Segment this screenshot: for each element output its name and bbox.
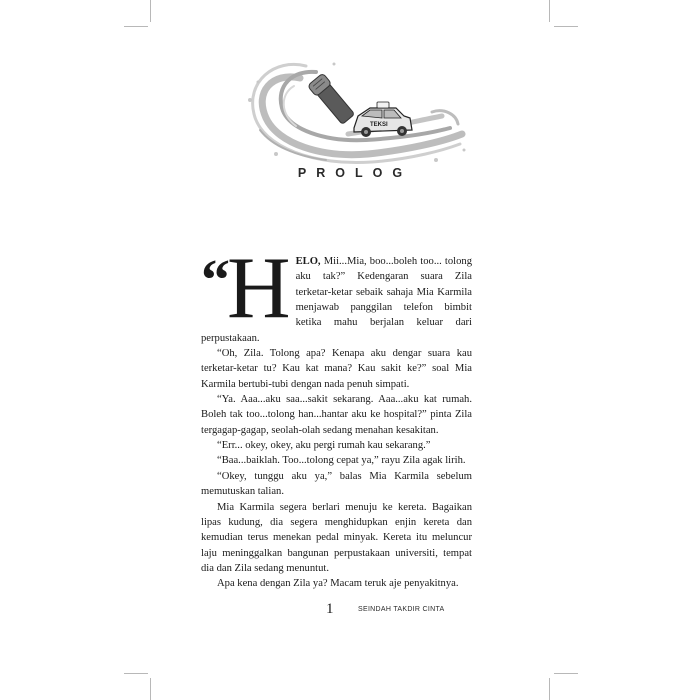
crop-mark-bottom-right bbox=[549, 678, 550, 700]
paragraph: “Oh, Zila. Tolong apa? Kenapa aku dengar suara kau terketar-ketar tu? Kau kat mana? Kau sakit ke?” soal Mia Karmila bertubi-tubi dengan nada penuh simpati. bbox=[201, 348, 472, 390]
microphone-icon bbox=[307, 73, 356, 126]
paragraph: “Baa...baiklah. Too...tolong cepat ya,” rayu Zila agak lirih. bbox=[217, 455, 466, 467]
drop-quote-mark: “ bbox=[201, 247, 227, 312]
opening-text: Mii...Mia, boo...boleh too... tolong aku tak?” Kedengaran suara Zila terketar-ketar sebaik sahaja Mia Karmila menjawab panggilan telefon bimbit ketika mahu berjalan keluar dari perpustakaan. bbox=[201, 256, 472, 344]
crop-mark-left-top bbox=[124, 26, 148, 27]
paragraph-opening bbox=[201, 240, 472, 346]
crop-mark-right-top bbox=[554, 26, 578, 27]
crop-mark-left-bottom bbox=[124, 673, 148, 674]
running-title: SEINDAH TAKDIR CINTA bbox=[358, 606, 445, 613]
swirl-icon bbox=[253, 64, 462, 162]
crop-mark-right-bottom bbox=[554, 673, 578, 674]
paragraph: “Err... okey, okey, aku pergi rumah kau sekarang.” bbox=[217, 440, 431, 452]
taxi-sign-text: TEKSI bbox=[370, 122, 388, 128]
paragraph: Apa kena dengan Zila ya? Macam teruk aje penyakitnya. bbox=[217, 578, 459, 590]
first-word: ELO, bbox=[295, 256, 321, 267]
paragraph: “Ya. Aaa...aku saa...sakit sekarang. Aaa...aku kat rumah. Boleh tak too...tolong han...hantar aku ke hospital?” pinta Zila tergagap-gagap, seolah-olah sedang menahan kesakitan. bbox=[201, 394, 472, 436]
chapter-title: PROLOG bbox=[297, 166, 413, 180]
crop-mark-bottom-left bbox=[150, 678, 151, 700]
taxi-icon bbox=[354, 102, 412, 137]
drop-cap: H bbox=[227, 240, 291, 337]
paragraph: Mia Karmila segera berlari menuju ke kereta. Bagaikan lipas kudung, dia segera menghidupkan enjin kereta dan kemudian terus menekan pedal minyak. Kereta itu meluncur laju meninggalkan bangunan perpustakaan universiti, tempat dia dan Zila sedang menuntut. bbox=[201, 501, 472, 574]
page-number: 1 bbox=[326, 601, 334, 617]
story-text bbox=[201, 240, 472, 592]
crop-mark-top-right bbox=[549, 0, 550, 22]
taxi-swirl-ornament bbox=[236, 42, 468, 174]
crop-mark-top-left bbox=[150, 0, 151, 22]
paragraph: “Okey, tunggu aku ya,” balas Mia Karmila sebelum memutuskan talian. bbox=[201, 470, 472, 498]
page-footer bbox=[0, 601, 700, 623]
